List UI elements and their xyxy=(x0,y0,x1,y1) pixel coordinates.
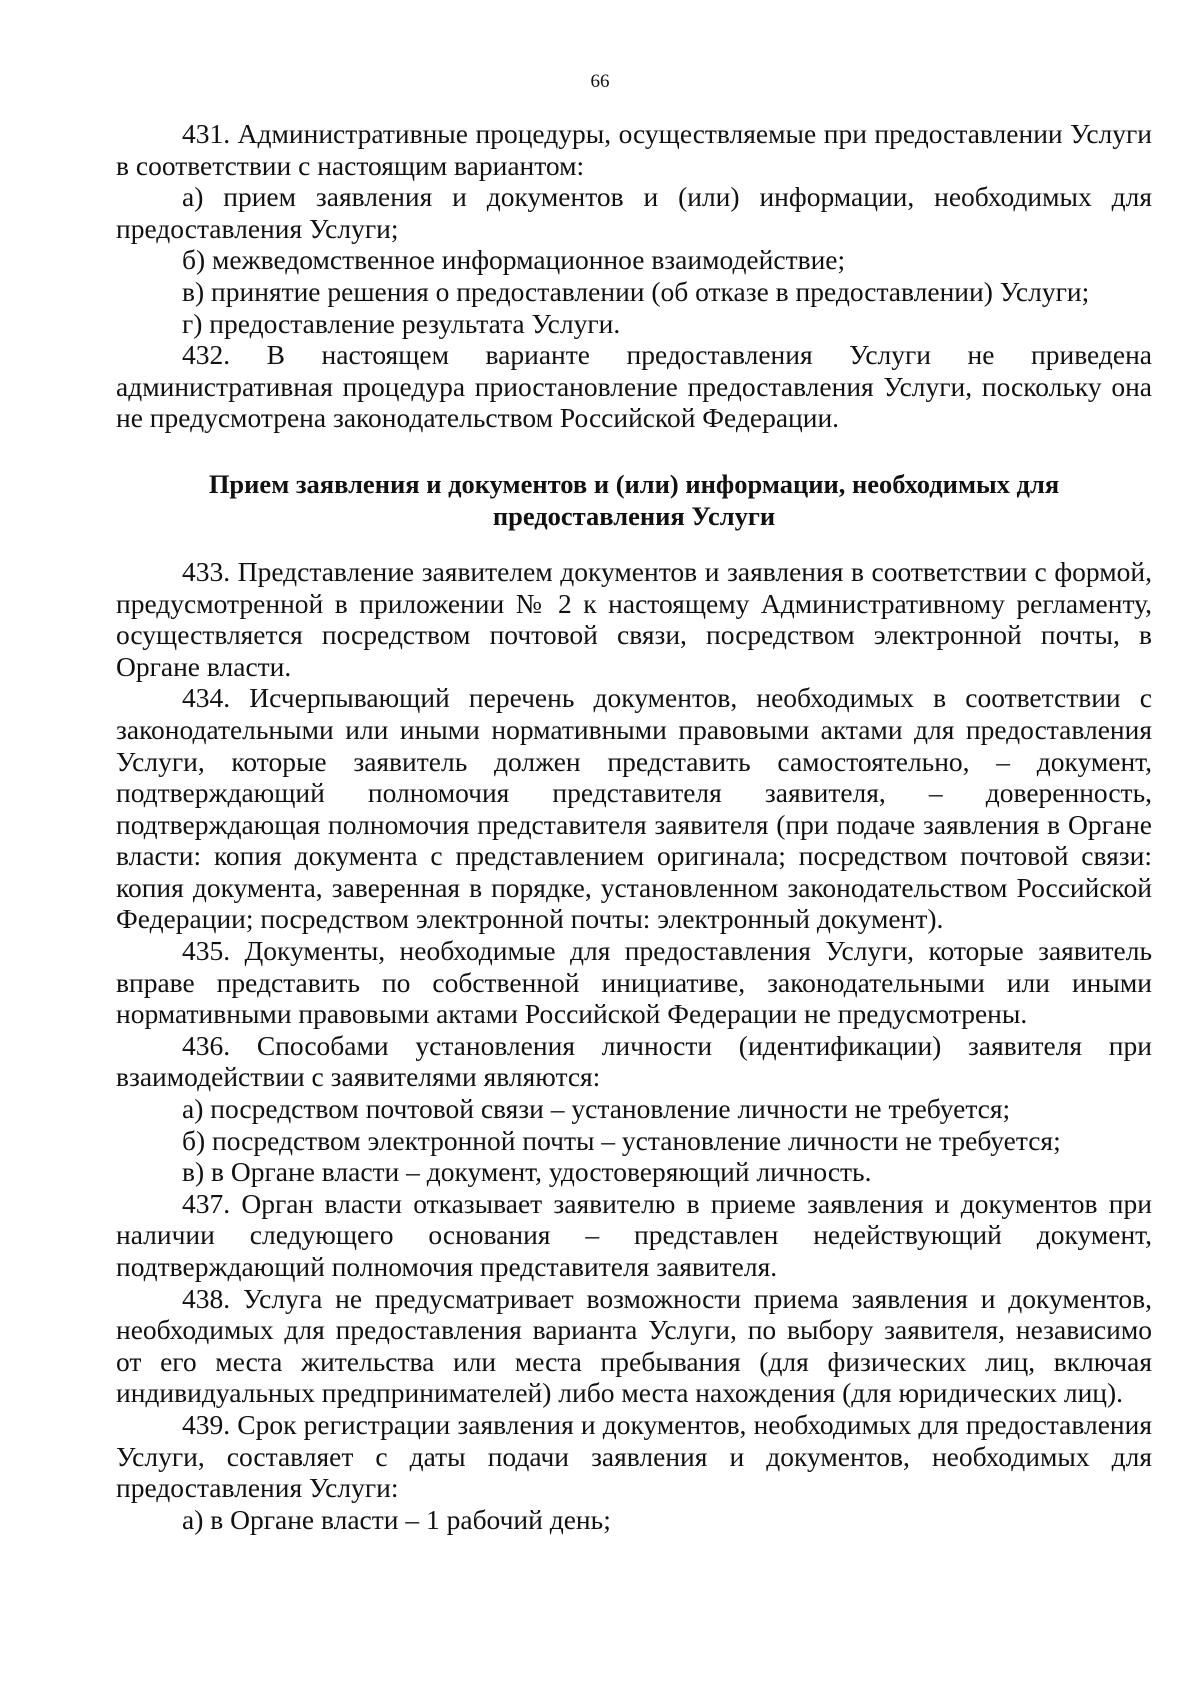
paragraph-436: 436. Способами установления личности (идентификации) заявителя при взаимодействии с заявителями являются: xyxy=(116,1029,1152,1093)
list-item-436-b: б) посредством электронной почты – установление личности не требуется; xyxy=(182,1124,1061,1156)
paragraph-432: 432. В настоящем варианте предоставления Услуги не приведена административная процедура приостановление предоставления Услуги, поскольку она не предусмотрена законодательством Российской Федерации. xyxy=(116,339,1152,434)
paragraph-433: 433. Представление заявителем документов и заявления в соответствии с формой, предусмотренной в приложении № 2 к настоящему Административному регламенту, осуществляется посредством почтовой связи, посредством электронной почты, в Органе власти. xyxy=(116,555,1152,682)
list-item-431-c: в) принятие решения о предоставлении (об отказе в предоставлении) Услуги; xyxy=(182,275,1090,307)
list-item-431-b: б) межведомственное информационное взаимодействие; xyxy=(182,244,846,276)
paragraph-437: 437. Орган власти отказывает заявителю в приеме заявления и документов при наличии следующего основания – представлен недействующий документ, подтверждающий полномочия представителя заявителя. xyxy=(116,1187,1152,1282)
paragraph-438: 438. Услуга не предусматривает возможности приема заявления и документов, необходимых для предоставления варианта Услуги, по выбору заявителя, независимо от его места жительства или места пребывания (для физических лиц, включая индивидуальных предпринимателей) либо места нахождения (для юридических лиц). xyxy=(116,1282,1152,1409)
list-item-436-c: в) в Органе власти – документ, удостоверяющий личность. xyxy=(182,1156,872,1188)
paragraph-439: 439. Срок регистрации заявления и документов, необходимых для предоставления Услуги, составляет с даты подачи заявления и документов, необходимых для предоставления Услуги: xyxy=(116,1408,1152,1504)
list-item-431-d: г) предоставление результата Услуги. xyxy=(182,307,621,339)
paragraph-435: 435. Документы, необходимые для предоставления Услуги, которые заявитель вправе представить по собственной инициативе, законодательными или иными нормативными правовыми актами Российской Федерации не предусмотрены. xyxy=(116,935,1152,1030)
list-item-431-a: а) прием заявления и документов и (или) информации, необходимых для предоставления Услуги; xyxy=(116,181,1152,244)
section-heading: Прием заявления и документов и (или) информации, необходимых для предоставления Услуги xyxy=(208,468,1060,531)
paragraph-434: 434. Исчерпывающий перечень документов, необходимых в соответствии с законодательными или иными нормативными правовыми актами для предоставления Услуги, которые заявитель должен представить самостоятельно, – документ, подтверждающий полномочия представителя заявителя, – доверенность, подтверждающая полномочия представителя заявителя (при подаче заявления в Органе власти: копия документа с представлением оригинала; посредством почтовой связи: копия документа, заверенная в порядке, установленном законодательством Российской Федерации; посредством электронной почты: электронный документ). xyxy=(116,682,1152,935)
document-body xyxy=(116,118,1152,1535)
list-item-436-a: а) посредством почтовой связи – установление личности не требуется; xyxy=(182,1093,1011,1125)
page-number: 66 xyxy=(590,71,610,92)
list-item-439-a: а) в Органе власти – 1 рабочий день; xyxy=(182,1503,611,1535)
paragraph-431: 431. Административные процедуры, осуществляемые при предоставлении Услуги в соответствии с настоящим вариантом: xyxy=(116,118,1152,181)
